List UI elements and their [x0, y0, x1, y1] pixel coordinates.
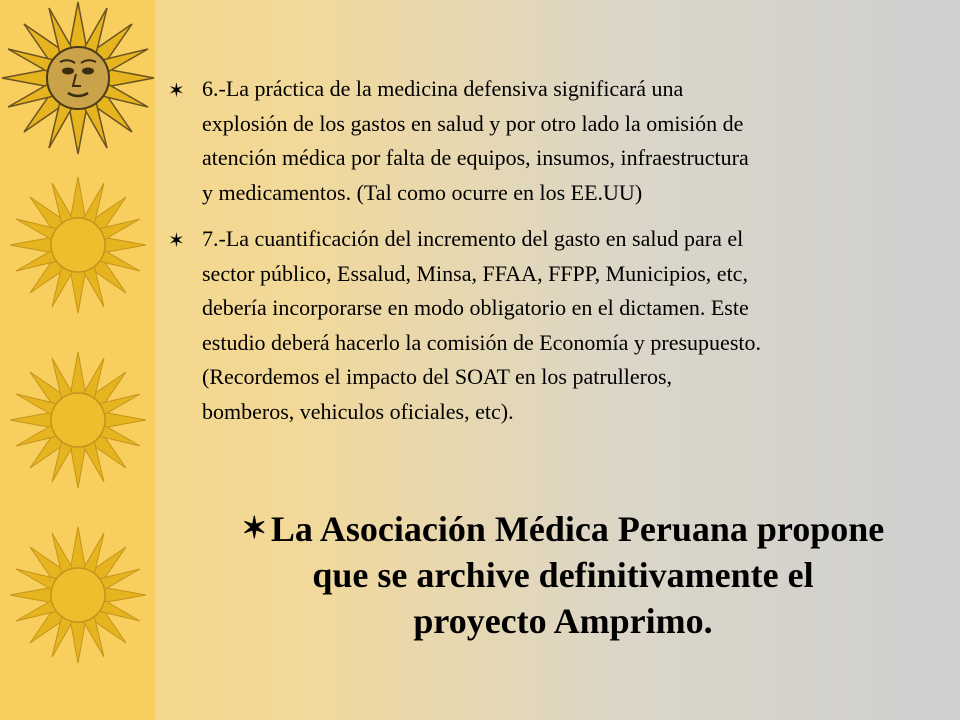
- bullet-7-line-1: 7.-La cuantificación del incremento del gasto en salud para el: [202, 226, 744, 251]
- bullet-7-line-6: bomberos, vehiculos oficiales, etc).: [202, 398, 514, 424]
- star-bullet-icon: ✶: [168, 230, 185, 252]
- bullet-6-line-2: explosión de los gastos en salud y por otro lado la omisión de: [202, 110, 744, 136]
- closing-line-3: proyecto Amprimo.: [413, 601, 713, 641]
- sun-strip-art: [0, 0, 155, 720]
- decorative-sun-strip: [0, 0, 155, 720]
- closing-line-2: que se archive definitivamente el: [312, 555, 814, 595]
- bullet-6-line-1: 6.-La práctica de la medicina defensiva significará una: [202, 76, 684, 101]
- bullet-7-line-4: estudio deberá hacerlo la comisión de Economía y presupuesto.: [202, 329, 761, 355]
- bullet-6-line-3: atención médica por falta de equipos, insumos, infraestructura: [202, 145, 749, 170]
- bullet-7-line-3: debería incorporarse en modo obligatorio en el dictamen. Este: [202, 295, 749, 320]
- bullet-list: [168, 72, 958, 441]
- bullet-item-6: [168, 72, 958, 210]
- sun-face-icon: [2, 2, 154, 154]
- star-bullet-icon: ✶: [241, 512, 267, 545]
- closing-line-1: La Asociación Médica Peruana propone: [270, 509, 885, 549]
- bullet-7-line-5: (Recordemos el impacto del SOAT en los patrulleros,: [202, 364, 673, 389]
- star-bullet-icon: ✶: [168, 80, 185, 102]
- closing-statement: [168, 506, 958, 644]
- bullet-7-line-2: sector público, Essalud, Minsa, FFAA, FFPP, Municipios, etc,: [202, 260, 748, 286]
- bullet-6-line-4: y medicamentos. (Tal como ocurre en los EE.UU): [202, 179, 643, 205]
- bullet-item-7: [168, 222, 958, 429]
